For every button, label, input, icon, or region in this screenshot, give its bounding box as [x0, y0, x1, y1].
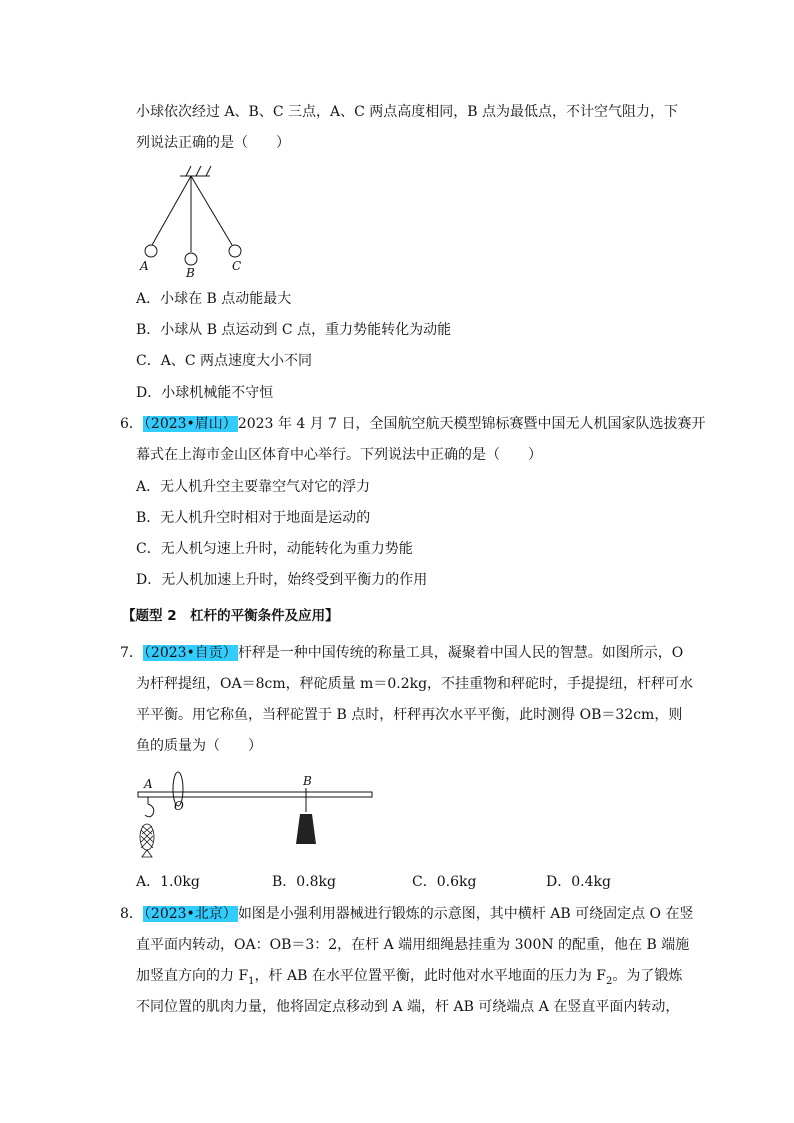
q7-stem-text: 杆秤是一种中国传统的称量工具，凝聚着中国人民的智慧。如图所示，O	[237, 645, 684, 661]
q8-text-3c: 。为了锻炼	[612, 968, 683, 984]
steelyard-label-b: B	[303, 774, 312, 788]
fish-icon	[140, 824, 154, 857]
q5-option-a: A．小球在 B 点动能最大	[136, 291, 292, 307]
q6-stem-line1	[120, 414, 706, 434]
q6-number: 6．	[120, 416, 143, 432]
q8-number: 8．	[120, 906, 143, 922]
q7-option-c: C．0.6kg	[412, 874, 477, 890]
q8-text-3b: ，杆 AB 在水平位置平衡，此时他对水平地面的压力为 F	[254, 968, 607, 984]
steelyard-figure	[136, 768, 376, 860]
q6-option-c: C．无人机匀速上升时，动能转化为重力势能	[136, 541, 413, 557]
pendulum-label-b: B	[186, 266, 195, 280]
q7-stem-line4: 鱼的质量为（ ）	[136, 738, 262, 754]
q8-stem-line4: 不同位置的肌肉力量，他将固定点移动到 A 端，杆 AB 可绕端点 A 在竖直平面内转动，	[136, 999, 680, 1015]
q6-option-d: D．无人机加速上升时，始终受到平衡力的作用	[136, 572, 428, 588]
q8-text-3a: 加竖直方向的力 F	[136, 968, 249, 984]
q6-option-b: B．无人机升空时相对于地面是运动的	[136, 510, 371, 526]
pendulum-figure	[136, 160, 256, 284]
q5-text-line2: 列说法正确的是（ ）	[136, 135, 290, 151]
section-heading: 【题型 2 杠杆的平衡条件及应用】	[122, 608, 339, 624]
q8-stem-line2: 直平面内转动，OA：OB＝3：2，在杆 A 端用细绳悬挂重为 300N 的配重，他在 B 端施	[136, 937, 690, 953]
q8-stem-text: 如图是小强利用器械进行锻炼的示意图，其中横杆 AB 可绕固定点 O 在竖	[237, 906, 694, 922]
counterweight	[296, 814, 316, 844]
q5-option-c: C．A、C 两点速度大小不同	[136, 353, 312, 369]
pendulum-label-a: A	[140, 259, 149, 273]
q8-subscript-2: 2	[606, 975, 613, 987]
q6-source-tag: （2023•眉山）	[143, 416, 237, 432]
q7-option-a: A．1.0kg	[136, 874, 200, 890]
q6-stem-line2: 幕式在上海市金山区体育中心举行。下列说法中正确的是（ ）	[136, 447, 542, 463]
q8-subscript-1: 1	[248, 975, 255, 987]
steelyard-label-a: A	[144, 777, 153, 791]
q5-option-b: B．小球从 B 点运动到 C 点，重力势能转化为动能	[136, 322, 452, 338]
q7-number: 7．	[120, 645, 143, 661]
q7-source-tag: （2023•自贡）	[143, 645, 237, 661]
q5-text-line1: 小球依次经过 A、B、C 三点，A、C 两点高度相同，B 点为最低点，不计空气阻力，下	[136, 104, 679, 120]
q6-option-a: A．无人机升空主要靠空气对它的浮力	[136, 479, 371, 495]
q7-option-d: D．0.4kg	[546, 874, 611, 890]
q8-stem-line3	[136, 966, 682, 992]
q8-source-tag: （2023•北京）	[143, 906, 237, 922]
q7-stem-line2: 为杆秤提纽，OA＝8cm，秤砣质量 m＝0.2kg，不挂重物和秤砣时，手提提纽，杆秤可水	[136, 676, 694, 692]
q5-option-d: D．小球机械能不守恒	[136, 385, 274, 401]
steelyard-label-o: O	[174, 799, 184, 813]
q6-stem-text: 2023 年 4 月 7 日，全国航空航天模型锦标赛暨中国无人机国家队选拔赛开	[237, 416, 706, 432]
q7-stem-line1	[120, 643, 683, 663]
q7-option-b: B．0.8kg	[272, 874, 336, 890]
q8-stem-line1	[120, 904, 694, 924]
pendulum-label-c: C	[232, 259, 242, 273]
q7-stem-line3: 平平衡。用它称鱼，当秤砣置于 B 点时，杆秤再次水平平衡，此时测得 OB＝32cm，则	[136, 707, 683, 723]
